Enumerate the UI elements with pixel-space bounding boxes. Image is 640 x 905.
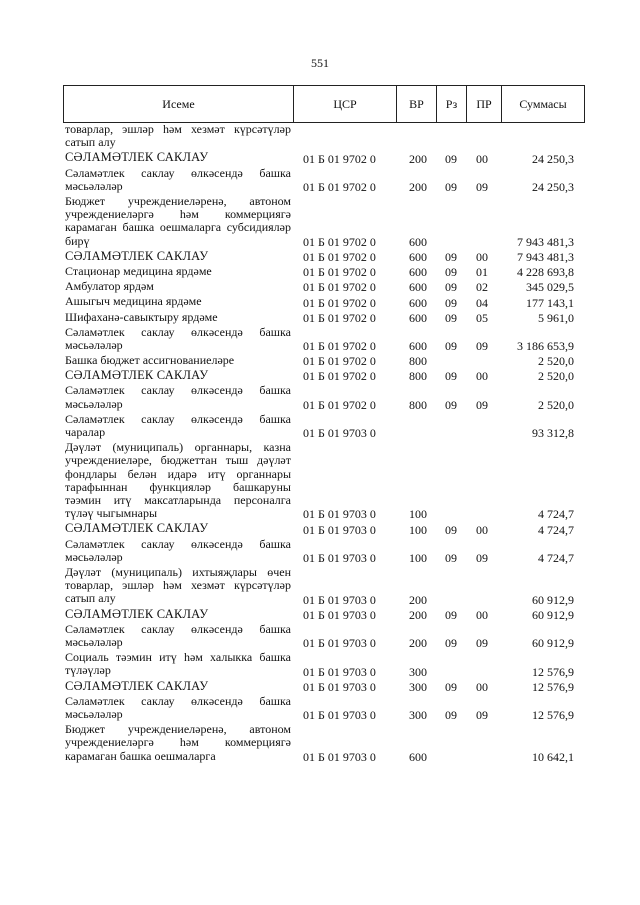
row-rz: 09 (445, 636, 457, 651)
row-rz: 09 (445, 679, 457, 694)
row-pr: 00 (476, 679, 488, 694)
row-csr: 01 Б 01 9703 0 (303, 507, 376, 522)
row-pr: 00 (476, 151, 488, 166)
row-sum: 177 143,1 (526, 295, 574, 310)
row-sum: 24 250,3 (532, 151, 574, 166)
row-rz: 09 (445, 280, 457, 295)
row-csr: 01 Б 01 9702 0 (303, 339, 376, 354)
row-name: СӘЛАМӘТЛЕК САКЛАУ (65, 678, 209, 693)
row-sum: 3 186 653,9 (517, 339, 574, 354)
row-sum: 60 912,9 (532, 636, 574, 651)
header-pr: ПР (467, 86, 502, 122)
table-row (63, 326, 585, 354)
table-row (63, 295, 585, 310)
row-vr: 600 (409, 310, 427, 325)
row-csr: 01 Б 01 9703 0 (303, 551, 376, 566)
row-pr: 02 (476, 280, 488, 295)
row-name: Дәүләт (муниципаль) органнары, казна учреждениеләре, бюджеттан тыш дәүләт фондлары белән идарә итү органнары тарафыннан функцияләр башкаруны тәэмин итү максатларында персоналга түләү чыгымнары (65, 440, 291, 521)
row-pr: 00 (476, 522, 488, 537)
row-vr: 600 (409, 249, 427, 264)
row-csr: 01 Б 01 9703 0 (303, 636, 376, 651)
row-sum: 12 576,9 (532, 679, 574, 694)
row-name: СӘЛАМӘТЛЕК САКЛАУ (65, 606, 209, 621)
row-sum: 4 724,7 (538, 507, 574, 522)
table-row (63, 538, 585, 566)
row-sum: 12 576,9 (532, 664, 574, 679)
table-row (63, 723, 585, 765)
row-pr: 00 (476, 607, 488, 622)
header-rz: Рз (437, 86, 467, 122)
row-name: Стационар медицина ярдәме (65, 263, 212, 278)
row-sum: 2 520,0 (538, 397, 574, 412)
row-csr: 01 Б 01 9702 0 (303, 295, 376, 310)
row-sum: 2 520,0 (538, 369, 574, 384)
table-row (63, 369, 585, 384)
table-row (63, 195, 585, 250)
row-name: Сәламәтлек саклау өлкәсендә башка мәсьәләләр (65, 324, 291, 352)
table-row (63, 311, 585, 326)
row-pr: 09 (476, 551, 488, 566)
row-csr: 01 Б 01 9703 0 (303, 749, 376, 764)
row-rz: 09 (445, 310, 457, 325)
row-csr: 01 Б 01 9703 0 (303, 607, 376, 622)
row-csr: 01 Б 01 9702 0 (303, 265, 376, 280)
row-pr: 09 (476, 397, 488, 412)
table-row (63, 250, 585, 265)
row-name: СӘЛАМӘТЛЕК САКЛАУ (65, 150, 209, 165)
row-name: Сәламәтлек саклау өлкәсендә башка мәсьәләләр (65, 621, 291, 649)
row-pr: 05 (476, 310, 488, 325)
row-rz: 09 (445, 397, 457, 412)
row-pr: 00 (476, 369, 488, 384)
row-csr: 01 Б 01 9702 0 (303, 179, 376, 194)
row-name: Бюджет учреждениеләренә, автоном учреждениеләргә һәм коммерциягә карамаган башка оешмаларга (65, 722, 291, 763)
header-name: Исеме (64, 86, 294, 122)
row-pr: 01 (476, 265, 488, 280)
row-pr: 00 (476, 249, 488, 264)
row-vr: 600 (409, 265, 427, 280)
row-csr: 01 Б 01 9703 0 (303, 679, 376, 694)
row-sum: 7 943 481,3 (517, 249, 574, 264)
row-csr: 01 Б 01 9702 0 (303, 151, 376, 166)
row-vr: 200 (409, 607, 427, 622)
row-vr: 600 (409, 749, 427, 764)
row-pr: 09 (476, 179, 488, 194)
row-sum: 345 029,5 (526, 280, 574, 295)
row-name: Сәламәтлек саклау өлкәсендә башка мәсьәләләр (65, 383, 291, 411)
row-vr: 300 (409, 708, 427, 723)
table-row (63, 265, 585, 280)
row-vr: 300 (409, 664, 427, 679)
row-vr: 200 (409, 592, 427, 607)
row-sum: 4 724,7 (538, 522, 574, 537)
row-csr: 01 Б 01 9703 0 (303, 708, 376, 723)
row-csr: 01 Б 01 9703 0 (303, 426, 376, 441)
table-row (63, 441, 585, 522)
table-row (63, 680, 585, 695)
row-csr: 01 Б 01 9702 0 (303, 354, 376, 369)
row-name: Сәламәтлек саклау өлкәсендә башка мәсьәләләр (65, 536, 291, 564)
row-csr: 01 Б 01 9702 0 (303, 234, 376, 249)
row-vr: 200 (409, 179, 427, 194)
table-row (63, 413, 585, 441)
row-vr: 200 (409, 636, 427, 651)
row-name: Шифаханә-савыктыру ярдәме (65, 309, 218, 324)
row-sum: 24 250,3 (532, 179, 574, 194)
row-vr: 600 (409, 295, 427, 310)
row-name: СӘЛАМӘТЛЕК САКЛАУ (65, 368, 209, 383)
row-rz: 09 (445, 339, 457, 354)
row-sum: 7 943 481,3 (517, 234, 574, 249)
row-sum: 60 912,9 (532, 607, 574, 622)
row-csr: 01 Б 01 9703 0 (303, 664, 376, 679)
row-vr: 100 (409, 522, 427, 537)
row-vr: 800 (409, 397, 427, 412)
header-sum: Суммасы (519, 97, 567, 111)
row-name: СӘЛАМӘТЛЕК САКЛАУ (65, 521, 209, 536)
row-vr: 600 (409, 339, 427, 354)
row-rz: 09 (445, 179, 457, 194)
row-sum: 10 642,1 (532, 749, 574, 764)
row-sum: 93 312,8 (532, 426, 574, 441)
row-vr: 800 (409, 354, 427, 369)
row-csr: 01 Б 01 9702 0 (303, 369, 376, 384)
row-csr: 01 Б 01 9702 0 (303, 280, 376, 295)
table-row (63, 695, 585, 723)
row-vr: 300 (409, 679, 427, 694)
row-rz: 09 (445, 151, 457, 166)
row-name: Башка бюджет ассигнованиеләре (65, 353, 235, 368)
row-name: СӘЛАМӘТЛЕК САКЛАУ (65, 248, 209, 263)
row-vr: 200 (409, 151, 427, 166)
row-rz: 09 (445, 708, 457, 723)
row-csr: 01 Б 01 9703 0 (303, 592, 376, 607)
row-rz: 09 (445, 249, 457, 264)
row-name: Социаль тәэмин итү һәм халыкка башка түләүләр (65, 650, 291, 678)
page-number: 551 (311, 56, 329, 70)
table-row (63, 280, 585, 295)
table-row (63, 566, 585, 608)
row-rz: 09 (445, 522, 457, 537)
table-row (63, 354, 585, 369)
row-sum: 60 912,9 (532, 592, 574, 607)
header-csr: ЦСР (294, 86, 397, 122)
row-pr: 09 (476, 708, 488, 723)
row-name: Амбулатор ярдәм (65, 279, 154, 294)
row-sum: 12 576,9 (532, 708, 574, 723)
row-vr: 600 (409, 234, 427, 249)
row-name: Ашыгыч медицина ярдәме (65, 294, 202, 309)
row-rz: 09 (445, 369, 457, 384)
row-csr: 01 Б 01 9702 0 (303, 397, 376, 412)
row-csr: 01 Б 01 9702 0 (303, 249, 376, 264)
table-row (63, 608, 585, 623)
row-pr: 04 (476, 295, 488, 310)
table-row (63, 522, 585, 537)
row-name: Сәламәтлек саклау өлкәсендә башка чаралар (65, 411, 291, 440)
row-name: Сәламәтлек саклау өлкәсендә башка мәсьәләләр (65, 165, 291, 193)
row-pr: 09 (476, 636, 488, 651)
row-vr: 100 (409, 507, 427, 522)
row-csr: 01 Б 01 9703 0 (303, 522, 376, 537)
table-header (63, 85, 585, 123)
table-row (63, 123, 585, 151)
row-rz: 09 (445, 265, 457, 280)
table-row (63, 623, 585, 651)
row-csr: 01 Б 01 9702 0 (303, 310, 376, 325)
row-name: Сәламәтлек саклау өлкәсендә башка мәсьәләләр (65, 693, 291, 721)
table-row (63, 651, 585, 679)
row-vr: 100 (409, 551, 427, 566)
row-pr: 09 (476, 339, 488, 354)
table-row (63, 151, 585, 166)
row-sum: 4 228 693,8 (517, 265, 574, 280)
table-row (63, 384, 585, 412)
header-vr: ВР (397, 86, 437, 122)
row-rz: 09 (445, 551, 457, 566)
row-vr: 600 (409, 280, 427, 295)
row-name: Дәүләт (муниципаль) ихтыяҗлары өчен товарлар, эшләр һәм хезмәт күрсәтүләр сатып алу (65, 565, 291, 606)
row-name: товарлар, эшләр һәм хезмәт күрсәтүләр сатып алу (65, 122, 291, 150)
row-name: Бюджет учреждениеләренә, автоном учреждениеләргә һәм коммерциягә карамаган башка оешмаларга субсидияләр бирү (65, 193, 291, 248)
row-vr: 800 (409, 369, 427, 384)
row-sum: 2 520,0 (538, 354, 574, 369)
budget-table-body (63, 123, 585, 765)
row-rz: 09 (445, 295, 457, 310)
row-rz: 09 (445, 607, 457, 622)
row-sum: 5 961,0 (538, 310, 574, 325)
table-row (63, 167, 585, 195)
row-sum: 4 724,7 (538, 551, 574, 566)
